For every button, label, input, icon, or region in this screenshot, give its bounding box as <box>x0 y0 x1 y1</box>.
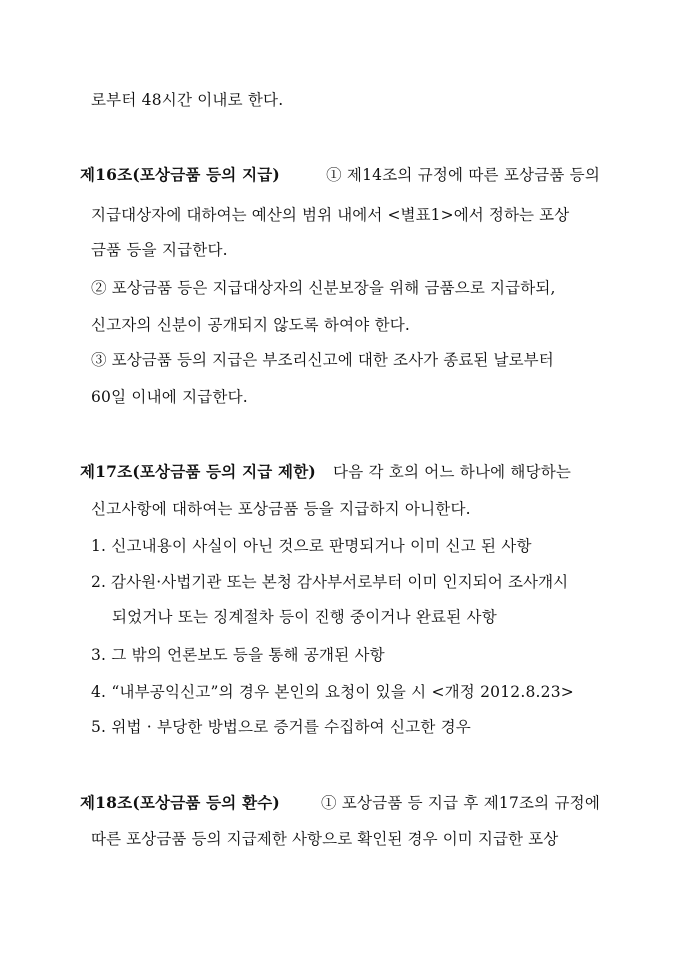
article-16-line-5: 신고자의 신분이 공개되지 않도록 하여야 한다. <box>91 316 411 334</box>
article-16-clause-2: ② 포상금품 등은 지급대상자의 신분보장을 위해 금품으로 지급하되, <box>91 279 556 297</box>
article-16-line-3: 금품 등을 지급한다. <box>91 241 228 259</box>
article-18-heading: 제18조(포상금품 등의 환수) <box>80 793 280 812</box>
article-18-first-line <box>80 793 600 813</box>
article-18-line-2: 따른 포상금품 등의 지급제한 사항으로 확인된 경우 이미 지급한 포상 <box>91 830 559 848</box>
article-16-clause-1: ① 제14조의 규정에 따른 포상금품 등의 <box>326 166 600 184</box>
continued-text <box>91 90 283 110</box>
article-17-heading: 제17조(포상금품 등의 지급 제한) <box>80 462 316 481</box>
article-17-item-4: 4. “내부공익신고”의 경우 본인의 요청이 있을 시 <개정 2012.8.23> <box>91 683 574 701</box>
article-17-item-2: 2. 감사원·사법기관 또는 본청 감사부서로부터 이미 인지되어 조사개시 <box>91 573 569 591</box>
article-16-line-7: 60일 이내에 지급한다. <box>91 388 248 406</box>
article-17-item-5: 5. 위법 · 부당한 방법으로 증거를 수집하여 신고한 경우 <box>91 718 471 736</box>
article-16-clause-3: ③ 포상금품 등의 지급은 부조리신고에 대한 조사가 종료된 날로부터 <box>91 351 554 369</box>
article-16-first-line <box>80 165 600 185</box>
article-18-clause-1: ① 포상금품 등 지급 후 제17조의 규정에 <box>320 794 600 812</box>
article-17-item-3: 3. 그 밖의 언론보도 등을 통해 공개된 사항 <box>91 646 385 664</box>
continued-line-1: 로부터 48시간 이내로 한다. <box>91 91 284 109</box>
article-17-item-1: 1. 신고내용이 사실이 아닌 것으로 판명되거나 이미 신고 된 사항 <box>91 537 532 555</box>
article-17-item-2-continued: 되었거나 또는 징계절차 등이 진행 중이거나 완료된 사항 <box>112 608 497 626</box>
article-16-heading: 제16조(포상금품 등의 지급) <box>80 165 280 184</box>
article-17-line-2: 신고사항에 대하여는 포상금품 등을 지급하지 아니한다. <box>91 500 471 518</box>
article-16-line-2: 지급대상자에 대하여는 예산의 범위 내에서 <별표1>에서 정하는 포상 <box>91 206 570 224</box>
article-17-intro: 다음 각 호의 어느 하나에 해당하는 <box>333 463 572 481</box>
article-17-first-line <box>80 462 571 482</box>
